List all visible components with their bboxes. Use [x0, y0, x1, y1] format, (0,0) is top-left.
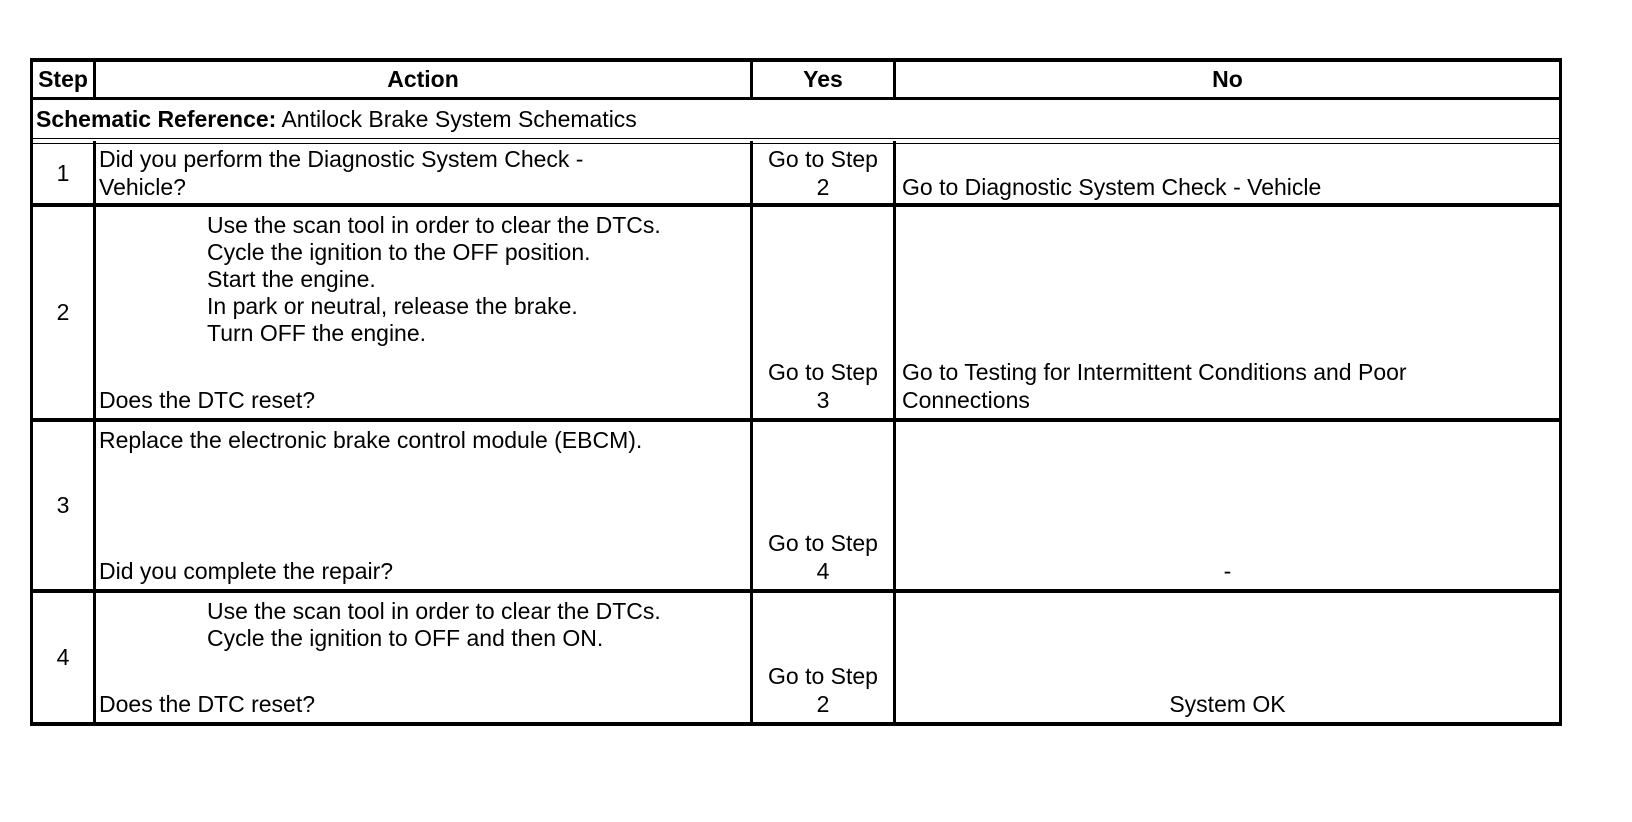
yes-step: 3: [816, 387, 830, 413]
table-border-bottom: [30, 722, 1562, 726]
header-no: No: [1212, 66, 1243, 92]
no-cell: [896, 422, 1559, 589]
action-step: Use the scan tool in order to clear the DTCs.: [207, 598, 661, 624]
header-row: [30, 62, 1562, 98]
question-text: Does the DTC reset?: [99, 387, 316, 413]
action-line: Vehicle?: [99, 174, 186, 200]
table-row: [30, 144, 1562, 203]
no-text: Go to Diagnostic System Check - Vehicle: [902, 174, 1322, 200]
action-step: Cycle the ignition to OFF and then ON.: [207, 625, 604, 651]
action-line: Replace the electronic brake control module (EBCM).: [99, 427, 643, 453]
yes-cell[interactable]: [753, 144, 893, 203]
header-action: Action: [387, 66, 459, 92]
no-text: Connections: [902, 387, 1030, 413]
yes-step: 2: [816, 174, 830, 200]
no-cell[interactable]: [902, 144, 1552, 203]
no-text: Go to Testing for Intermittent Conditions and Poor: [902, 359, 1407, 385]
action-step: Start the engine.: [207, 266, 376, 292]
table-row: [30, 593, 1562, 722]
action-line: Did you perform the Diagnostic System Check -: [99, 146, 584, 172]
yes-cell[interactable]: [753, 593, 893, 722]
question-text: Does the DTC reset?: [99, 691, 316, 717]
diagnostic-table: [30, 58, 1562, 726]
yes-step: 4: [816, 558, 830, 584]
yes-cell[interactable]: [753, 207, 893, 418]
action-step: Use the scan tool in order to clear the DTCs.: [207, 212, 661, 238]
schematic-link[interactable]: Antilock Brake System Schematics: [281, 106, 637, 132]
schematic-row: [30, 100, 1562, 138]
no-cell[interactable]: [902, 207, 1552, 418]
action-cell: [99, 593, 744, 722]
action-step: Turn OFF the engine.: [207, 320, 427, 346]
header-yes: Yes: [803, 66, 843, 92]
yes-goto: Go to Step: [768, 530, 878, 556]
table-row: [30, 207, 1562, 418]
step-number: 1: [56, 160, 70, 186]
step-number: 2: [56, 299, 70, 325]
no-text: System OK: [1169, 691, 1286, 717]
step-number: 3: [56, 492, 70, 518]
action-cell: [99, 422, 744, 589]
action-cell: [99, 144, 739, 203]
yes-goto: Go to Step: [768, 146, 878, 172]
schematic-label: Schematic Reference:: [36, 106, 277, 132]
schematic-cell: [36, 100, 1536, 138]
yes-goto: Go to Step: [768, 359, 878, 385]
action-cell: [99, 207, 744, 418]
question-text: Did you complete the repair?: [99, 558, 394, 584]
yes-cell[interactable]: [753, 422, 893, 589]
table-row: [30, 422, 1562, 589]
header-step: Step: [38, 66, 88, 92]
action-step: In park or neutral, release the brake.: [207, 293, 578, 319]
yes-goto: Go to Step: [768, 663, 878, 689]
action-step: Cycle the ignition to the OFF position.: [207, 239, 591, 265]
no-cell: [896, 593, 1559, 722]
step-number: 4: [56, 644, 70, 670]
no-text: -: [1223, 558, 1232, 584]
yes-step: 2: [816, 691, 830, 717]
